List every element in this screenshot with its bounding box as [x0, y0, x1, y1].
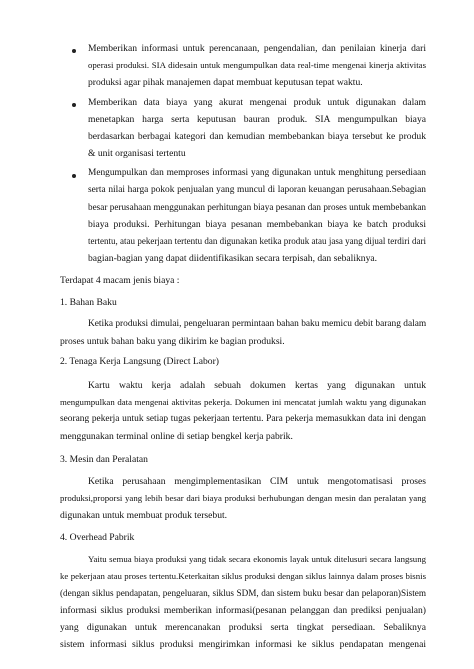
- section-4-line-5: yang digunakan untuk merencanakan produksi serta tingkat persediaan. Sebaliknya: [60, 622, 426, 633]
- section-2-line-3: seorang pekerja untuk setiap tugas pekerjaan tertentu. Para pekerja memasukkan data ini dengan: [60, 414, 426, 424]
- section-4-line-3: (dengan siklus pendapatan, pengeluaran, siklus SDM, dan sistem buku besar dan pelaporan)Sistem: [60, 588, 426, 598]
- section-1-line-2: proses untuk bahan baku yang dikirim ke bagian produksi.: [60, 336, 285, 347]
- section-3-line-3: digunakan untuk membuat produk tersebut.: [60, 510, 228, 521]
- bullet-2-line-2: menetapkan harga serta keputusan bauran produk. SIA mengumpulkan biaya: [88, 114, 426, 125]
- section-3-line-2: produksi,proporsi yang lebih besar dari biaya produksi berhubungan dengan mesin dan peralatan yang: [60, 493, 426, 503]
- section-4-line-4: informasi siklus produksi memberikan informasi(pesanan pelanggan dan prediksi penjualan): [60, 605, 426, 616]
- section-2-line-2: mengumpulkan data mengenai aktivitas pekerja. Dokumen ini mencatat jumlah waktu yang digunakan: [60, 397, 426, 407]
- bullet-3-line-1: Mengumpulkan dan memproses informasi yang digunakan untuk menghitung persediaan: [88, 168, 426, 178]
- section-4-line-2: ke pekerjaan atau proses tertentu.Keterkaitan siklus produksi dengan siklus lainnya dalam proses bisnis: [60, 571, 426, 581]
- section-4-line-1: Yaitu semua biaya produksi yang tidak secara ekonomis layak untuk ditelusuri secara langsung: [88, 554, 426, 564]
- bullet-3-line-3: besar perusahaan menggunakan perhitungan biaya pesanan dan proses untuk membebankan: [88, 202, 426, 212]
- bullet-1-line-1: Memberikan informasi untuk perencanaan, pengendalian, dan penilaian kinerja dari: [88, 43, 426, 54]
- bullet-1-line-3: produksi agar pihak manajemen dapat membuat keputusan tepat waktu.: [88, 77, 363, 88]
- bullet-2-line-4: & unit organisasi tertentu: [88, 148, 186, 159]
- section-3-heading: 3. Mesin dan Peralatan: [60, 454, 148, 465]
- bullet-2-line-3: berdasarkan berbagai kategori dan kemudian membebankan biaya tersebut ke produk: [88, 131, 426, 142]
- bullet-marker: [72, 49, 76, 53]
- bullet-3-line-4: biaya produksi. Perhitungan biaya pesanan membebankan biaya ke batch produksi: [88, 219, 426, 230]
- bullet-3-line-6: bagian-bagian yang dapat diidentifikasikan secara terpisah, dan sebaliknya.: [88, 253, 378, 264]
- bullet-1-line-2: operasi produksi. SIA didesain untuk mengumpulkan data real-time mengenai kinerja aktivitas: [88, 60, 426, 70]
- section-3-line-1: Ketika perusahaan mengimplementasikan CIM untuk mengotomatisasi proses: [88, 476, 426, 487]
- section-2-heading: 2. Tenaga Kerja Langsung (Direct Labor): [60, 356, 219, 367]
- section-4-line-6: sistem informasi siklus produksi mengirimkan informasi ke siklus pendapatan mengenai: [60, 639, 426, 650]
- intro-text: Terdapat 4 macam jenis biaya :: [60, 275, 180, 286]
- bullet-2-line-1: Memberikan data biaya yang akurat mengenai produk untuk digunakan dalam: [88, 97, 426, 108]
- section-4-heading: 4. Overhead Pabrik: [60, 532, 135, 543]
- section-2-line-4: menggunakan terminal online di setiap bengkel kerja pabrik.: [60, 431, 293, 442]
- bullet-3-line-5: tertentu, atau pekerjaan tertentu dan digunakan ketika produk atau jasa yang dijual terdiri dari: [88, 236, 426, 246]
- bullet-marker: [72, 174, 76, 178]
- section-1-line-1: Ketika produksi dimulai, pengeluaran permintaan bahan baku memicu debit barang dalam: [88, 319, 427, 329]
- section-1-heading: 1. Bahan Baku: [60, 297, 117, 308]
- section-2-line-1: Kartu waktu kerja adalah sebuah dokumen kertas yang digunakan untuk: [88, 380, 426, 391]
- bullet-3-line-2: serta nilai harga pokok penjualan yang muncul di laporan keuangan perusahaan.Sebagian: [88, 185, 426, 195]
- bullet-marker: [72, 103, 76, 107]
